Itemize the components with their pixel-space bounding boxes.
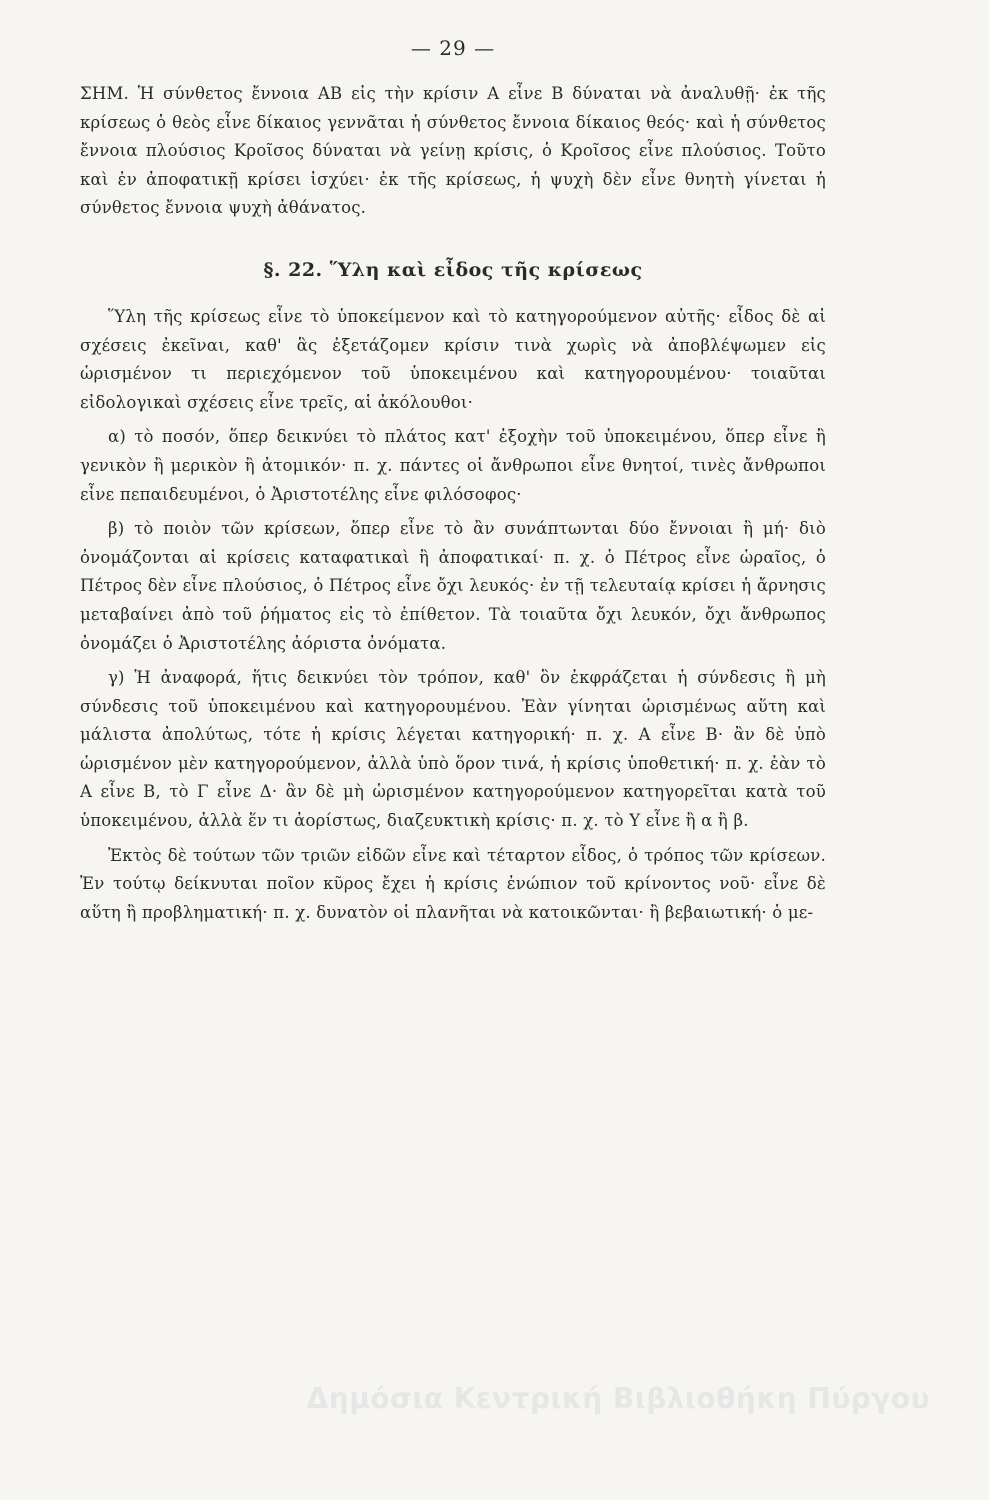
body-paragraph-modality: Ἐκτὸς δὲ τούτων τῶν τριῶν εἰδῶν εἶνε καὶ τέταρτον εἶδος, ὁ τρόπος τῶν κρίσεων. Ἐν τούτῳ δείκνυται ποῖον κῦρος ἔχει ἡ κρίσις ἐνώπιον τοῦ κρίνοντος νοῦ· εἶνε δὲ αὕτη ἢ προβληματική· π. χ. δυνατὸν οἱ πλανῆται νὰ κατοικῶνται· ἢ βεβαιωτική· ὁ με- <box>80 845 826 922</box>
body-paragraph-relation: γ) Ἡ ἀναφορά, ἥτις δεικνύει τὸν τρόπον, καθ' ὃν ἐκφράζεται ἡ σύνδεσις ἢ μὴ σύνδεσις τοῦ ὑποκειμένου καὶ κατηγορουμένου. Ἐὰν γίνηται ὡρισμένως αὕτη καὶ μάλιστα ἀπολύτως, τότε ἡ κρίσις λέγεται κατηγορική· π. χ. Α εἶνε Β· ἂν δὲ ὑπὸ ὡρισμένον μὲν κατηγορούμενον, ἀλλὰ ὑπὸ ὅρον τινά, ἡ κρίσις ὑποθετική· π. χ. ἐὰν τὸ Α εἶνε Β, τὸ Γ εἶνε Δ· ἂν δὲ μὴ ὡρισμένον κατηγορούμενον κατηγορεῖται κατὰ τοῦ ὑποκειμένου, ἀλλὰ ἕν τι ἀορίστως, διαζευκτικὴ κρίσις· π. χ. τὸ Υ εἶνε ἢ α ἢ β. <box>80 668 826 831</box>
section-heading: §. 22. Ὕλη καὶ εἶδος τῆς κρίσεως <box>263 258 643 281</box>
note-paragraph: ΣΗΜ. Ἡ σύνθετος ἔννοια ΑΒ εἰς τὴν κρίσιν Α εἶνε Β δύναται νὰ ἀναλυθῇ· ἐκ τῆς κρίσεως ὁ θεὸς εἶνε δίκαιος γεννᾶται ἡ σύνθετος ἔννοια δίκαιος θεός· καὶ ἡ σύνθετος ἔννοια πλούσιος Κροῖσος δύναται νὰ γείνῃ κρίσις, ὁ Κροῖσος εἶνε πλούσιος. Τοῦτο καὶ ἐν ἀποφατικῇ κρίσει ἰσχύει· ἐκ τῆς κρίσεως, ἡ ψυχὴ δὲν εἶνε θνητὴ γίνεται ἡ σύνθετος ἔννοια ψυχὴ ἀθάνατος. <box>80 84 826 218</box>
body-paragraph-quantity: α) τὸ ποσόν, ὅπερ δεικνύει τὸ πλάτος κατ' ἐξοχὴν τοῦ ὑποκειμένου, ὅπερ εἶνε ἢ γενικὸν ἢ μερικὸν ἢ ἀτομικόν· π. χ. πάντες οἱ ἄνθρωποι εἶνε θνητοί, τινὲς ἄνθρωποι εἶνε πεπαιδευμένοι, ὁ Ἀριστοτέλης εἶνε φιλόσοφος· <box>80 427 826 504</box>
body-paragraph-matter-form: Ὕλη τῆς κρίσεως εἶνε τὸ ὑποκείμενον καὶ τὸ κατηγορούμενον αὐτῆς· εἶδος δὲ αἱ σχέσεις ἐκεῖναι, καθ' ἃς ἐξετάζομεν κρίσιν τινὰ χωρὶς νὰ ἀποβλέψωμεν εἰς ὡρισμένον τι περιεχόμενον τοῦ ὑποκειμένου καὶ κατηγορουμένου· τοιαῦται εἰδολογικαὶ σχέσεις εἶνε τρεῖς, αἱ ἀκόλουθοι· <box>80 306 826 412</box>
body-paragraph-quality: β) τὸ ποιὸν τῶν κρίσεων, ὅπερ εἶνε τὸ ἂν συνάπτωνται δύο ἔννοιαι ἢ μή· διὸ ὀνομάζονται αἱ κρίσεις καταφατικαὶ ἢ ἀποφατικαί· π. χ. ὁ Πέτρος εἶνε ὡραῖος, ὁ Πέτρος δὲν εἶνε πλούσιος, ὁ Πέτρος εἶνε ὄχι λευκός· ἐν τῇ τελευταίᾳ κρίσει ἡ ἄρνησις μεταβαίνει ἀπὸ τοῦ ῥήματος εἰς τὸ ἐπίθετον. Τὰ τοιαῦτα ὄχι λευκόν, ὄχι ἄνθρωπος ὀνομάζει ὁ Ἀριστοτέλης ἀόριστα ὀνόματα. <box>80 519 826 653</box>
library-watermark: Δημόσια Κεντρική Βιβλιοθήκη Πύργου <box>306 1382 930 1415</box>
page-number: — 29 — <box>410 36 496 60</box>
book-page <box>80 36 826 927</box>
